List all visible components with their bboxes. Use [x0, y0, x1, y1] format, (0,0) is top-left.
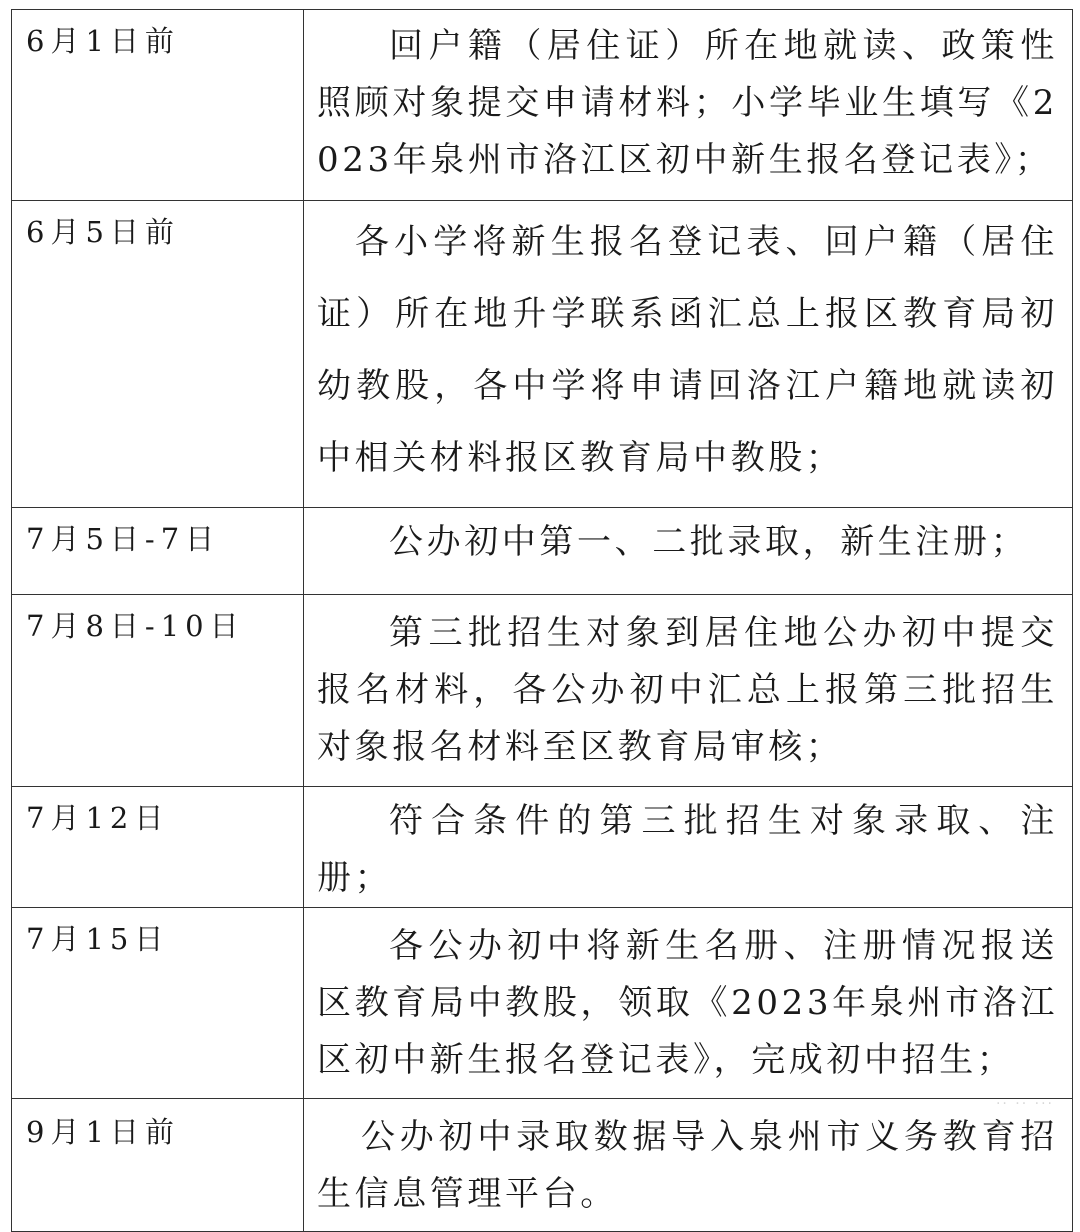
table-row [12, 201, 1073, 508]
description-cell [304, 1099, 1073, 1232]
description-cell [304, 201, 1073, 508]
description-cell [304, 508, 1073, 595]
watermark: ·· ·· ··· [995, 1096, 1054, 1112]
date-cell: 7月15日 [12, 908, 304, 1099]
description-text: 各小学将新生报名登记表、回户籍（居住证）所在地升学联系函汇总上报区教育局初幼教股，各中学将申请回洛江户籍地就读初中相关材料报区教育局中教股； [317, 222, 1058, 478]
description-text: 符合条件的第三批招生对象录取、注册； [317, 801, 1058, 898]
description-text: 回户籍（居住证）所在地就读、政策性照顾对象提交申请材料；小学毕业生填写《2023年泉州市洛江区初中新生报名登记表》； [317, 26, 1058, 180]
date-cell: 9月1日前 [12, 1099, 304, 1232]
date-cell: 7月5日-7日 [12, 508, 304, 595]
description-cell [304, 787, 1073, 908]
table-row [12, 508, 1073, 595]
description-cell [304, 10, 1073, 201]
description-text: 第三批招生对象到居住地公办初中提交报名材料，各公办初中汇总上报第三批招生对象报名材料至区教育局审核； [317, 613, 1058, 767]
description-text: 各公办初中将新生名册、注册情况报送区教育局中教股，领取《2023年泉州市洛江区初中新生报名登记表》，完成初中招生； [317, 926, 1058, 1080]
table-row [12, 595, 1073, 787]
table-row [12, 787, 1073, 908]
date-cell: 7月8日-10日 [12, 595, 304, 787]
description-text: 公办初中录取数据导入泉州市义务教育招生信息管理平台。 [317, 1117, 1058, 1214]
table-row [12, 908, 1073, 1099]
date-cell: 6月1日前 [12, 10, 304, 201]
description-cell [304, 908, 1073, 1099]
date-cell: 6月5日前 [12, 201, 304, 508]
table-row [12, 10, 1073, 201]
description-cell [304, 595, 1073, 787]
description-text: 公办初中第一、二批录取，新生注册； [389, 522, 1029, 562]
table-row [12, 1099, 1073, 1232]
date-cell: 7月12日 [12, 787, 304, 908]
enrollment-schedule-table [11, 9, 1073, 1232]
